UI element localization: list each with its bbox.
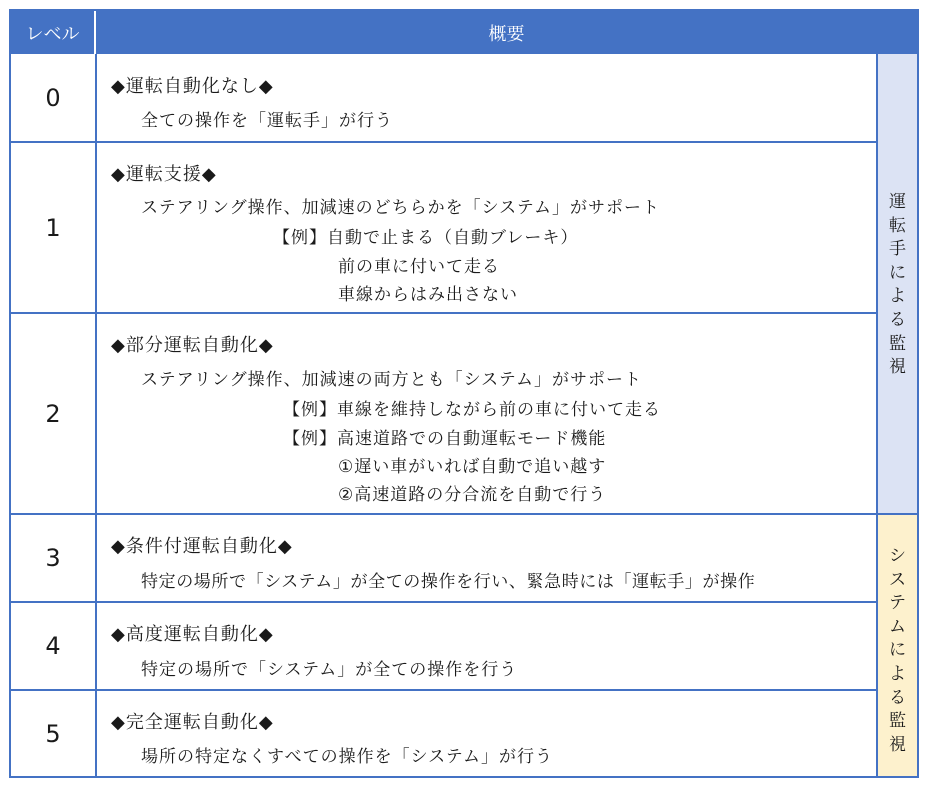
level-2-example-2: 【例】高速道路での自動運転モード機能 bbox=[283, 429, 607, 449]
driver-monitoring-text: 運転手による監視 bbox=[889, 192, 906, 378]
level-2-title: ◆部分運転自動化◆ bbox=[111, 335, 274, 356]
level-4-summary bbox=[97, 603, 876, 689]
level-1: 1 bbox=[11, 143, 97, 312]
level-3-title: ◆条件付運転自動化◆ bbox=[111, 536, 293, 557]
level-1-title: ◆運転支援◆ bbox=[111, 164, 217, 185]
level-3-summary bbox=[97, 515, 876, 601]
level-1-example-3: 車線からはみ出さない bbox=[338, 285, 518, 305]
level-0-title: ◆運転自動化なし◆ bbox=[111, 76, 274, 97]
level-1-example: 【例】自動で止まる（自動ブレーキ） bbox=[273, 228, 579, 248]
level-1-summary bbox=[97, 143, 876, 312]
driver-monitoring-label bbox=[876, 54, 917, 513]
level-4-desc: 特定の場所で「システム」が全ての操作を行う bbox=[141, 660, 518, 680]
level-3-desc: 特定の場所で「システム」が全ての操作を行い、緊急時には「運転手」が操作 bbox=[141, 572, 756, 592]
level-2-summary bbox=[97, 314, 876, 513]
level-3: 3 bbox=[11, 515, 97, 601]
level-4: 4 bbox=[11, 603, 97, 689]
level-2-example-1: 【例】車線を維持しながら前の車に付いて走る bbox=[283, 400, 661, 420]
system-monitoring-label bbox=[876, 515, 917, 776]
level-5-title: ◆完全運転自動化◆ bbox=[111, 712, 274, 733]
level-1-desc: ステアリング操作、加減速のどちらかを「システム」がサポート bbox=[141, 198, 660, 218]
level-2-example-2b: ②高速道路の分合流を自動で行う bbox=[338, 485, 607, 505]
autonomy-level-table bbox=[9, 9, 919, 778]
level-0-desc: 全ての操作を「運転手」が行う bbox=[141, 111, 393, 131]
level-1-example-2: 前の車に付いて走る bbox=[338, 257, 500, 277]
level-2: 2 bbox=[11, 314, 97, 513]
level-0-summary bbox=[97, 54, 876, 141]
level-5-desc: 場所の特定なくすべての操作を「システム」が行う bbox=[141, 747, 553, 767]
header-summary: 概要 bbox=[96, 11, 917, 54]
level-0: 0 bbox=[11, 54, 97, 141]
system-monitoring-text: システムによる監視 bbox=[889, 546, 906, 755]
level-5-summary bbox=[97, 691, 876, 776]
level-4-title: ◆高度運転自動化◆ bbox=[111, 624, 274, 645]
header-level: レベル bbox=[11, 11, 96, 54]
level-5: 5 bbox=[11, 691, 97, 776]
level-2-desc: ステアリング操作、加減速の両方とも「システム」がサポート bbox=[141, 370, 642, 390]
level-2-example-2a: ①遅い車がいれば自動で追い越す bbox=[338, 457, 607, 477]
